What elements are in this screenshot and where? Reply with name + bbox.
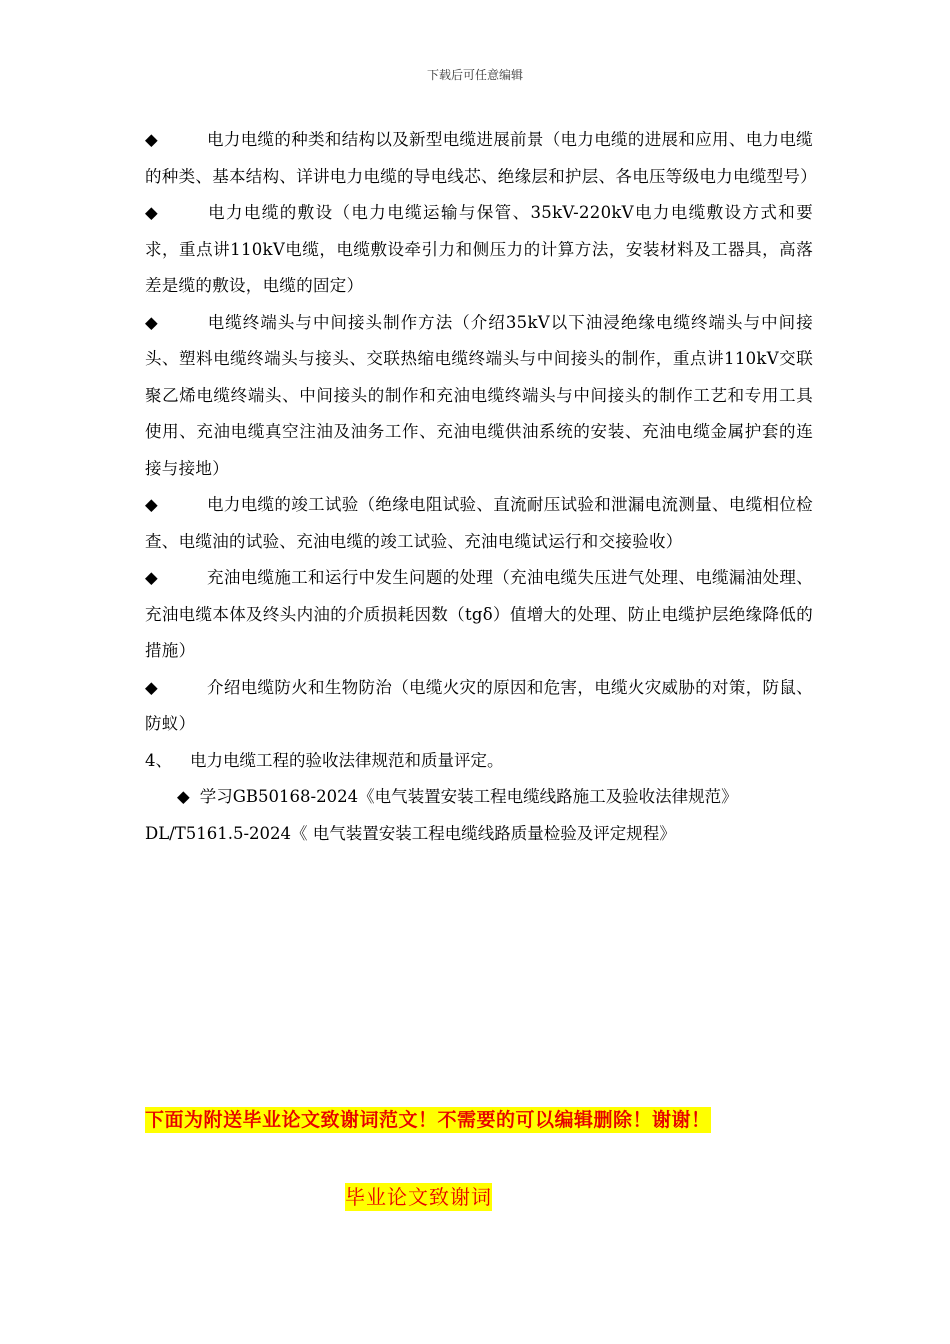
section-paragraph [145,670,813,743]
section-paragraph [145,122,817,195]
section-text: 充油电缆施工和运行中发生问题的处理（充油电缆失压进气处理、电缆漏油处理、充油电缆本体及终头内油的介质损耗因数（tgδ）值增大的处理、防止电缆护层绝缘降低的措施） [145,568,813,660]
diamond-bullet-icon: ◆ [145,677,158,697]
diamond-bullet-icon: ◆ [177,787,190,806]
item-text: 电力电缆工程的验收法律规范和质量评定。 [190,750,504,770]
diamond-bullet-icon: ◆ [145,203,158,222]
diamond-bullet-icon: ◆ [145,568,158,587]
page-header: 下载后可任意编辑 [426,68,523,82]
diamond-bullet-icon: ◆ [145,130,158,149]
diamond-bullet-icon: ◆ [145,495,158,514]
section-text: 电缆终端头与中间接头制作方法（介绍35kV以下油浸绝缘电缆终端头与中间接头、塑料电缆终端头与接头、交联热缩电缆终端头与中间接头的制作，重点讲110kV交联聚乙烯电缆终端头、中间接头的制作和充油电缆终端头与中间接头的制作工艺和专用工具使用、充油电缆真空注油及油务工作、充油电缆供油系统的安装、充油电缆金属护套的连接与接地） [145,312,813,478]
section-text: 电力电缆的竣工试验（绝缘电阻试验、直流耐压试验和泄漏电流测量、电缆相位检查、电缆油的试验、充油电缆的竣工试验、充油电缆试运行和交接验收） [145,495,813,551]
section-paragraph [145,560,813,670]
numbered-item [145,743,813,780]
section-text: 介绍电缆防火和生物防治（电缆火灾的原因和危害，电缆火灾威胁的对策，防鼠、防蚁） [145,677,813,733]
section-text: 电力电缆的敷设（电力电缆运输与保管、35kV-220kV电力电缆敷设方式和要求，重点讲110kV电缆，电缆敷设牵引力和侧压力的计算方法，安装材料及工器具，高落差是缆的敷设，电缆的固定） [145,203,813,295]
section-paragraph [145,487,813,560]
section-paragraph [145,195,813,305]
section-paragraph [145,305,813,488]
notice-banner: 下面为附送毕业论文致谢词范文！不需要的可以编辑删除！谢谢！ [145,1109,711,1131]
study-paragraph [145,779,813,852]
document-body [145,122,817,852]
item-number: 4、 [145,750,172,770]
thanks-title: 毕业论文致谢词 [345,1185,492,1209]
diamond-bullet-icon: ◆ [145,312,158,332]
study-text: 学习GB50168-2024《电气装置安装工程电缆线路施工及验收法律规范》DL/T5161.5-2024《 电气装置安装工程电缆线路质量检验及评定规程》 [145,787,738,843]
section-text: 电力电缆的种类和结构以及新型电缆进展前景（电力电缆的进展和应用、电力电缆的种类、基本结构、详讲电力电缆的导电线芯、绝缘层和护层、各电压等级电力电缆型号） [145,130,817,186]
